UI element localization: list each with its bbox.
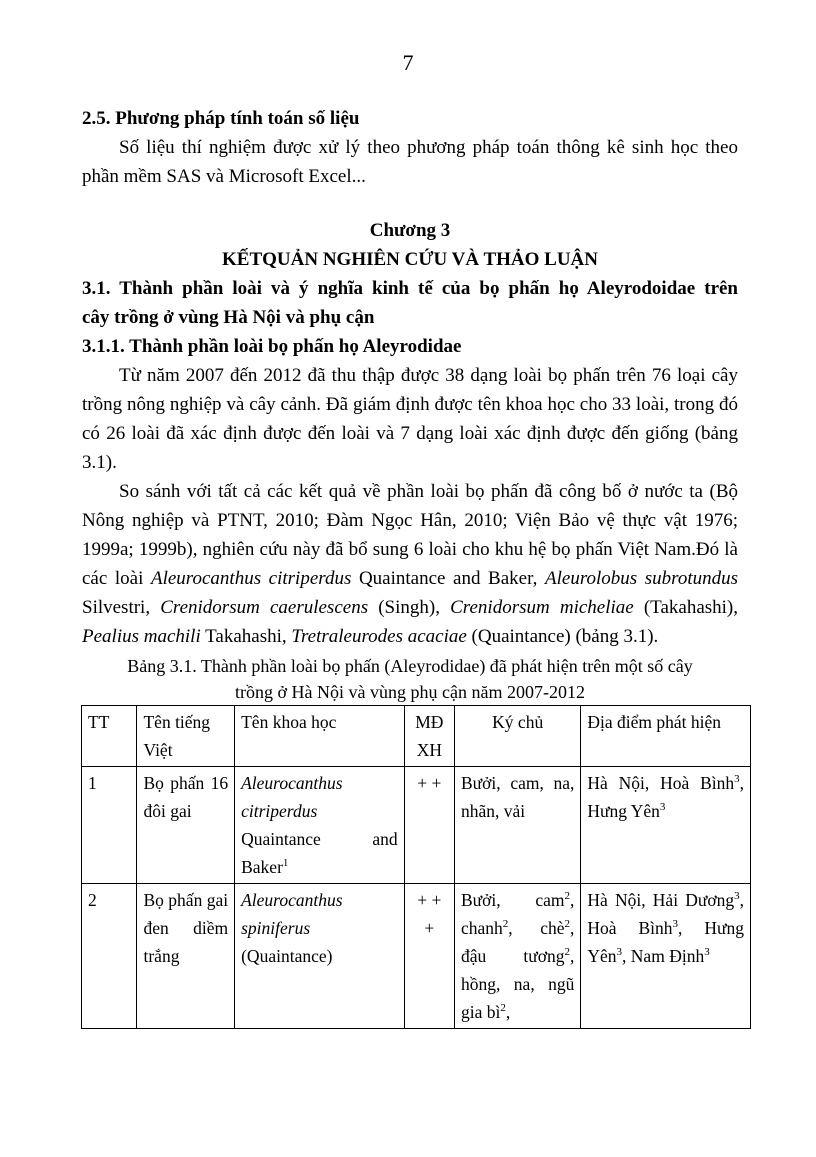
cell-vietnamese-name: Bọ phấn gai đen diềm trắng bbox=[137, 884, 235, 1029]
species-name-2: Aleurolobus subrotundus bbox=[545, 568, 739, 589]
cell-scientific-name bbox=[235, 884, 405, 1029]
host-4-note: 2 bbox=[564, 946, 571, 959]
species-author-3: (Singh), bbox=[378, 597, 440, 618]
cell-location bbox=[581, 767, 751, 884]
header-tt: TT bbox=[82, 706, 137, 767]
cell-density: + + + bbox=[404, 884, 454, 1029]
table-caption-line-1: Bảng 3.1. Thành phần loài bọ phấn (Aleyrodidae) đã phát hiện trên một số cây bbox=[127, 656, 693, 676]
species-author-5: Takahashi, bbox=[205, 626, 287, 647]
cell-scientific-name-author: Quaintance and Baker bbox=[241, 829, 398, 877]
species-author-2: Silvestri, bbox=[82, 597, 151, 618]
cell-location-a-note: 3 bbox=[734, 773, 740, 786]
paragraph-species-collected: Từ năm 2007 đến 2012 đã thu thập được 38 dạng loài bọ phấn trên 76 loại cây trồng nông nghiệp và cây cảnh. Đã giám định được tên khoa học cho 33 loài, trong đó có 26 loài đã xác định được đến loài và 7 dạng loài xác định được đến giống (bảng 3.1). bbox=[82, 365, 738, 473]
cell-scientific-name-italic: Aleurocanthus spiniferus bbox=[241, 890, 343, 938]
section-2-5-line-1: Số liệu thí nghiệm được xử lý theo phương pháp toán thông kê sinh học theo bbox=[119, 137, 738, 158]
cell-vietnamese-name: Bọ phấn 16 đôi gai bbox=[137, 767, 235, 884]
host-2-note: 2 bbox=[502, 918, 509, 931]
host-5: , hồng, na, ngũ gia bì bbox=[461, 946, 575, 1022]
location-2-note: 3 bbox=[672, 918, 679, 931]
host-1: Bưởi, cam bbox=[461, 890, 565, 910]
species-name-5: Pealius machili bbox=[82, 626, 201, 647]
species-name-1: Aleurocanthus citriperdus bbox=[150, 568, 352, 589]
section-2-5-line-2: phần mềm SAS và Microsoft Excel... bbox=[82, 166, 366, 187]
species-name-4: Crenidorsum micheliae bbox=[450, 597, 634, 618]
cell-host bbox=[455, 884, 581, 1029]
location-1-note: 3 bbox=[734, 890, 740, 903]
chapter-title: KẾTQUẢN NGHIÊN CỨU VÀ THẢO LUẬN bbox=[222, 249, 598, 270]
table-caption bbox=[82, 653, 738, 705]
page-content bbox=[82, 100, 744, 1029]
cell-tt: 2 bbox=[82, 884, 137, 1029]
host-1-note: 2 bbox=[564, 890, 571, 903]
species-author-4: (Takahashi), bbox=[643, 597, 738, 618]
location-1: Hà Nội, Hải Dương bbox=[587, 890, 735, 910]
location-4: , Nam Định bbox=[622, 946, 705, 966]
header-location: Địa điểm phát hiện bbox=[581, 706, 751, 767]
location-2: , Hoà Bình bbox=[587, 890, 744, 938]
header-density: MĐ XH bbox=[404, 706, 454, 767]
section-2-5-title: 2.5. Phương pháp tính toán số liệu bbox=[82, 108, 360, 129]
section-3-1-title-line-1: 3.1. Thành phần loài và ý nghĩa kinh tế của bọ phấn họ Aleyrodoidae trên bbox=[82, 278, 738, 299]
chapter-label: Chương 3 bbox=[369, 220, 451, 241]
cell-scientific-name-italic: Aleurocanthus citriperdus bbox=[241, 773, 343, 821]
paragraph-new-species-intro: So sánh với tất cả các kết quả về phần loài bọ phấn đã công bố ở nước ta (Bộ Nông nghiệp và PTNT, 2010; Đàm Ngọc Hân, 2010; Viện Bảo vệ thực vật 1976; 1999a; 1999b), nghiên cứu này đã bổ sung 6 loài cho khu hệ bọ phấn Việt Nam.Đó là các loài bbox=[82, 481, 738, 589]
location-4-note: 3 bbox=[704, 946, 710, 959]
host-5-note: 2 bbox=[500, 1002, 506, 1015]
species-name-3: Crenidorsum caerulescens bbox=[160, 597, 369, 618]
species-name-6: Tretraleurodes acaciae bbox=[291, 626, 467, 647]
section-3-1-1-title: 3.1.1. Thành phần loài bọ phấn họ Aleyrodidae bbox=[82, 336, 462, 357]
cell-density: + + bbox=[404, 767, 454, 884]
cell-location-a: Hà Nội, Hoà Bình bbox=[587, 773, 735, 793]
cell-location-b-note: 3 bbox=[659, 801, 666, 814]
host-3: , chè bbox=[508, 918, 565, 938]
host-6: , bbox=[505, 1002, 511, 1022]
paragraph-new-species bbox=[82, 477, 738, 651]
cell-location-b: , Hưng Yên bbox=[587, 773, 744, 821]
cell-scientific-name-author: (Quaintance) bbox=[241, 946, 333, 966]
species-author-6: (Quaintance) (bảng 3.1). bbox=[471, 626, 659, 647]
location-3-note: 3 bbox=[616, 946, 623, 959]
cell-host: Bưởi, cam, na, nhãn, vải bbox=[455, 767, 581, 884]
species-table bbox=[81, 705, 751, 1029]
table-caption-line-2: trồng ở Hà Nội và vùng phụ cận năm 2007-2012 bbox=[235, 682, 585, 702]
host-3-note: 2 bbox=[564, 918, 571, 931]
table-row bbox=[82, 884, 751, 1029]
section-3-1-title-line-2: cây trồng ở vùng Hà Nội và phụ cận bbox=[82, 307, 375, 328]
header-vietnamese-name: Tên tiếng Việt bbox=[137, 706, 235, 767]
header-scientific-name: Tên khoa học bbox=[235, 706, 405, 767]
cell-scientific-name bbox=[235, 767, 405, 884]
location-3: , Hưng Yên bbox=[587, 918, 744, 966]
cell-location bbox=[581, 884, 751, 1029]
page-number: 7 bbox=[402, 50, 414, 75]
header-host: Ký chủ bbox=[455, 706, 581, 767]
table-header-row bbox=[82, 706, 751, 767]
host-4: , đậu tương bbox=[461, 918, 575, 966]
table-row bbox=[82, 767, 751, 884]
cell-scientific-name-note: 1 bbox=[282, 857, 289, 870]
cell-tt: 1 bbox=[82, 767, 137, 884]
host-2: , chanh bbox=[461, 890, 575, 938]
species-author-1: Quaintance and Baker, bbox=[358, 568, 538, 589]
